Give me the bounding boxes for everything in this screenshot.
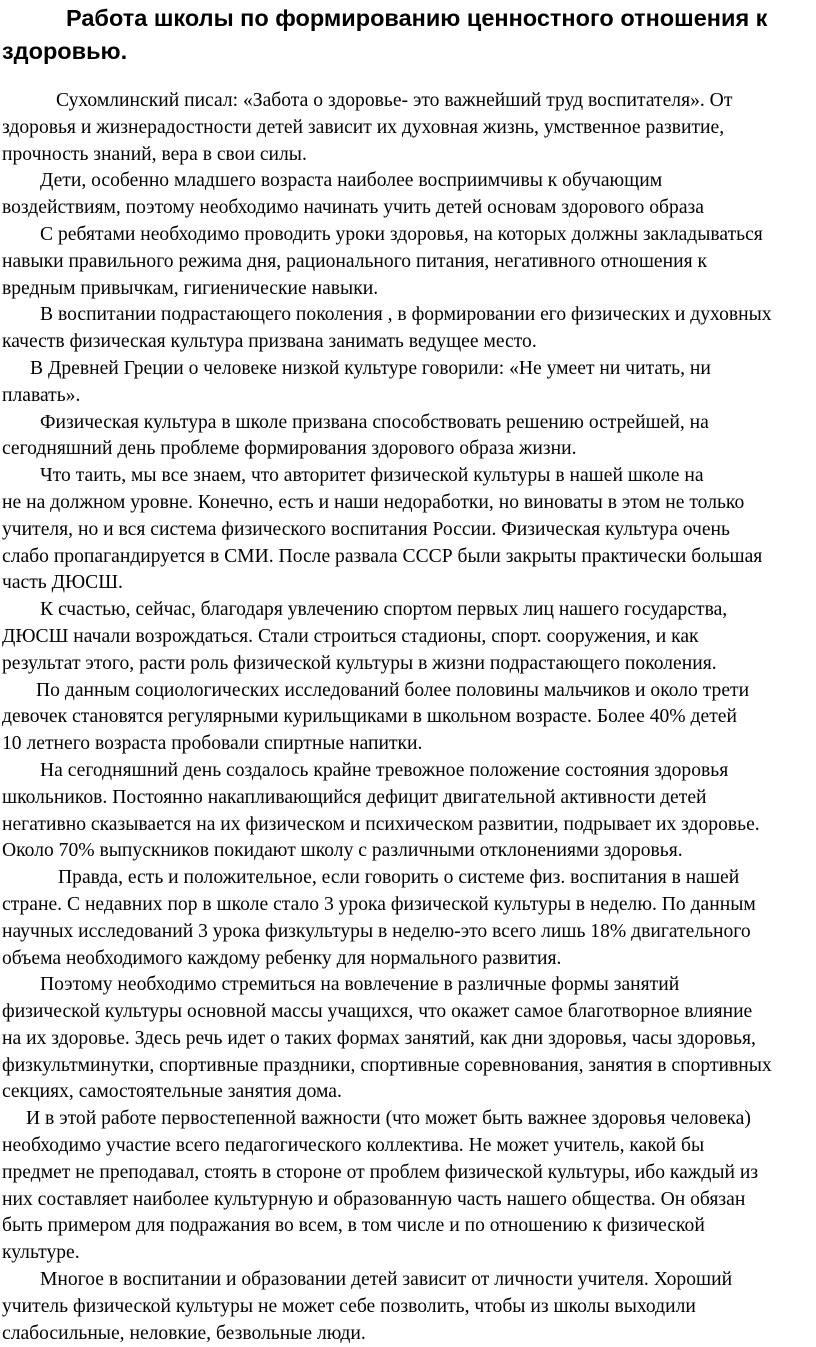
text-line: Правда, есть и положительное, если говорить о системе физ. воспитания в нашей: [58, 867, 740, 889]
text-line: физкультминутки, спортивные праздники, спортивные соревнования, занятия в спортивных: [2, 1054, 772, 1076]
text-line: плавать».: [2, 384, 81, 406]
text-line: Физическая культура в школе призвана способствовать решению острейшей, на: [40, 411, 709, 433]
document-body: [0, 88, 816, 1347]
text-line: здоровья и жизнерадостности детей зависит их духовная жизнь, умственное развитие,: [2, 116, 725, 138]
text-line: необходимо участие всего педагогического коллектива. Не может учитель, какой бы: [2, 1135, 705, 1157]
text-line: 10 летнего возраста пробовали спиртные напитки.: [2, 733, 423, 755]
text-line: предмет не преподавал, стоять в стороне от проблем физической культуры, ибо каждый из: [2, 1161, 759, 1183]
text-line: прочность знаний, вера в свои силы.: [2, 143, 307, 165]
text-line: По данным социологических исследований более половины мальчиков и около трети: [36, 679, 750, 701]
text-line: воздействиям, поэтому необходимо начинать учить детей основам здорового образа: [2, 197, 704, 219]
text-line: секциях, самостоятельные занятия дома.: [2, 1081, 342, 1103]
text-line: И в этой работе первостепенной важности (что может быть важнее здоровья человека): [26, 1108, 751, 1130]
text-line: школьников. Постоянно накапливающийся дефицит двигательной активности детей: [2, 786, 707, 808]
text-line: Поэтому необходимо стремиться на вовлечение в различные формы занятий: [40, 974, 680, 996]
text-line: Сухомлинский писал: «Забота о здоровье- это важнейший труд воспитателя». От: [56, 90, 733, 111]
text-line: часть ДЮСШ.: [2, 572, 123, 594]
text-line: Около 70% выпускников покидают школу с различными отклонениями здоровья.: [2, 840, 683, 862]
text-line: К счастью, сейчас, благодаря увлечению спортом первых лиц нашего государства,: [40, 599, 728, 621]
text-line: результат этого, расти роль физической культуры в жизни подрастающего поколения.: [2, 652, 717, 674]
text-line: Дети, особенно младшего возраста наиболее восприимчивы к обучающим: [40, 170, 663, 192]
text-line: объема необходимого каждому ребенку для нормального развития.: [2, 947, 562, 969]
title-line-2: здоровью.: [2, 38, 128, 64]
text-line: слабо пропагандируется в СМИ. После развала СССР были закрыты практически большая: [2, 545, 763, 567]
text-line: В Древней Греции о человеке низкой культуре говорили: «Не умеет ни читать, ни: [30, 357, 711, 379]
text-line: них составляет наиболее культурную и образованную часть нашего общества. Он обязан: [2, 1188, 746, 1210]
text-line: вредным привычкам, гигиенические навыки.: [2, 277, 379, 299]
text-line: на их здоровье. Здесь речь идет о таких формах занятий, как дни здоровья, часы здоровья,: [2, 1027, 756, 1049]
text-line: Что таить, мы все знаем, что авторитет физической культуры в нашей школе на: [40, 465, 704, 487]
text-line: негативно сказывается на их физическом и психическом развитии, подрывает их здоровье.: [2, 813, 760, 835]
text-line: культуре.: [2, 1242, 80, 1264]
text-line: качеств физическая культура призвана занимать ведущее место.: [2, 331, 537, 353]
text-line: На сегодняшний день создалось крайне тревожное положение состояния здоровья: [40, 759, 729, 781]
document-title: [0, 0, 816, 68]
text-line: слабосильные, неловкие, безвольные люди.: [2, 1322, 366, 1344]
text-line: не на должном уровне. Конечно, есть и наши недоработки, но виноваты в этом не только: [2, 491, 745, 513]
text-line: девочек становятся регулярными курильщиками в школьном возрасте. Более 40% детей: [2, 706, 737, 728]
text-line: сегодняшний день проблеме формирования здорового образа жизни.: [2, 438, 577, 460]
text-line: ДЮСШ начали возрождаться. Стали строиться стадионы, спорт. сооружения, и как: [2, 625, 699, 647]
text-line: физической культуры основной массы учащихся, что окажет самое благотворное влияние: [2, 1001, 753, 1023]
title-line-1: Работа школы по формированию ценностного отношения к: [66, 5, 768, 31]
text-line: Многое в воспитании и образовании детей зависит от личности учителя. Хороший: [40, 1269, 733, 1291]
text-line: В воспитании подрастающего поколения , в формировании его физических и духовных: [40, 304, 772, 326]
text-line: учителя, но и вся система физического воспитания России. Физическая культура очень: [2, 518, 730, 540]
text-line: навыки правильного режима дня, рационального питания, негативного отношения к: [2, 250, 708, 272]
text-line: стране. С недавних пор в школе стало 3 урока физической культуры в неделю. По данным: [2, 893, 756, 915]
text-line: научных исследований 3 урока физкультуры в неделю-это всего лишь 18% двигательного: [2, 920, 751, 942]
text-line: учитель физической культуры не может себе позволить, чтобы из школы выходили: [2, 1295, 696, 1317]
text-line: быть примером для подражания во всем, в том числе и по отношению к физической: [2, 1215, 705, 1237]
text-line: С ребятами необходимо проводить уроки здоровья, на которых должны закладываться: [40, 223, 763, 245]
